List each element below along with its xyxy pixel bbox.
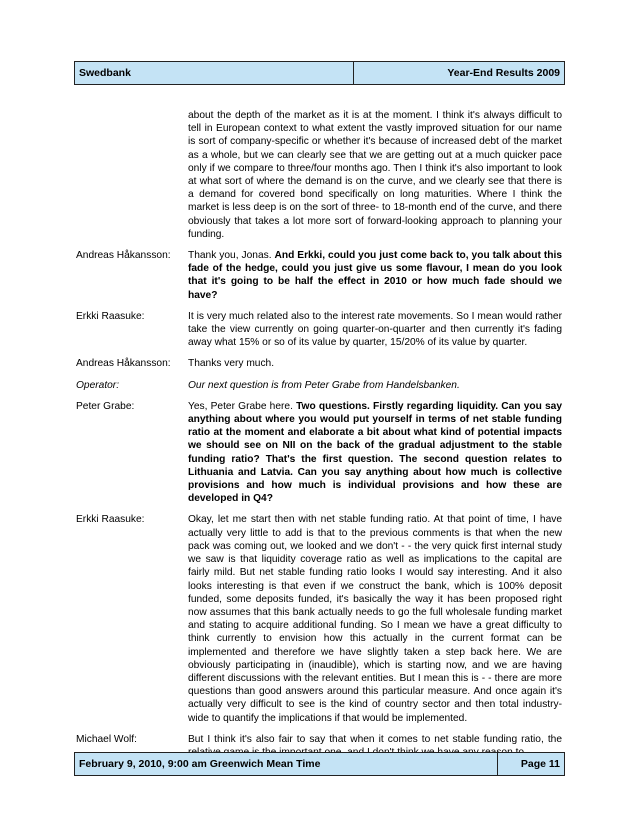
speaker-name: [76, 109, 188, 241]
speaker-name: Erkki Raasuke:: [76, 310, 145, 322]
entry-text: But I think it's also fair to say that when it comes to net stable funding ratio, the: [188, 733, 562, 745]
entry-text: Thank you, Jonas. And Erkki, could you just come back to, you talk about this fade of the hedge, could you just give us some flavour, I mean do you look that it's going to be half the effect in 2010 or how much fade should we have?: [188, 250, 562, 301]
entry-text: about the depth of the market as it is at the moment. I think it's always difficult to tell in European context to what extent the vastly improved situation for our name is sort of company-specific or whether it's because of increased debt of the market as a whole, but we can clearly see that we are getting out at a much quicker pace only if we compare to three/four months ago. Then I think it's also important to look at what sort of where the demand is on the curve, and we clearly see that there is a demand for covered bond specifically on long maturities. Where I think the market is less deep is on the sort of three- to 18-month end of the curve, and there obviously that takes a lot more sort of forward-looking approach to planning your funding.: [188, 110, 562, 240]
speaker-name: Andreas Håkansson:: [76, 250, 171, 262]
speaker-name: Andreas Håkansson:: [76, 358, 171, 370]
transcript-entry: [76, 513, 562, 724]
entry-text: Okay, let me start then with net stable funding ratio. At that point of time, I have actually very little to add is that to the previous comments is that when the new pack was coming out, we looked and we don't - - the very quick first internal study we saw is that liquidity coverage ratio as well as implications to the capital are fairly mild. But net stable funding ratio looks I would say interesting. And it also looks interesting is that even if we construct the bank, which is 100% deposit funded, some deposits funded, it's basically the way it has been proposed right now assumes that this bank actually needs to go the full wholesale funding market and stating to acquire additional funding. So I mean we have a great difficulty to think currently to envision how this actually in the current format can be implemented and therefore we have slightly taken a step back here. We are obviously participating in (inaudible), which is starting now, and we are having different discussions with the relevant entities. But I mean this is - - there are more questions than good answers around this particular measure. And once again it's actually very difficult to see is the kind of country sector and then total industry-wide to quantify the implications if that would be implemented.: [188, 514, 562, 724]
entry-text: Thanks very much.: [188, 358, 275, 370]
transcript-entry: [76, 109, 562, 241]
entry-text: It is very much related also to the interest rate movements. So I mean would rather take the view currently on going quarter-on-quarter and then currently it's fading away what 15% or so of its value by quarter, 15/20% of its value by quarter.: [188, 310, 562, 349]
transcript-entry: [76, 400, 562, 506]
header-title: Year-End Results 2009: [447, 67, 560, 79]
transcript-body: [76, 109, 562, 767]
footer-date: February 9, 2010, 9:00 am Greenwich Mean Time: [75, 753, 498, 775]
transcript-entry: [76, 379, 562, 392]
transcript-entry: [76, 357, 562, 370]
speaker-name: Peter Grabe:: [76, 400, 135, 412]
page-footer: [74, 752, 565, 776]
entry-text: Our next question is from Peter Grabe from Handelsbanken.: [188, 379, 460, 391]
transcript-entry: [76, 310, 562, 350]
entry-text: Yes, Peter Grabe here. Two questions. Firstly regarding liquidity. Can you say anything about where you would put yourself in terms of net stable funding ratio at the moment and elaborate a bit about what kind of potential impacts we should see on NII on the back of the gradual adjustment to the stable funding ratio? That's the first question. The second question relates to Lithuania and Latvia. Can you say anything about how much is collective provisions and how much is individual provisions and how these are developed in Q4?: [188, 400, 563, 505]
speaker-name: Operator:: [76, 379, 120, 391]
transcript-entry: [76, 249, 562, 302]
speaker-name: Erkki Raasuke:: [76, 514, 145, 526]
page-header: [74, 61, 565, 85]
page-number: Page 11: [520, 758, 560, 770]
header-company: Swedbank: [75, 62, 354, 84]
speaker-name: Michael Wolf:: [76, 733, 137, 745]
